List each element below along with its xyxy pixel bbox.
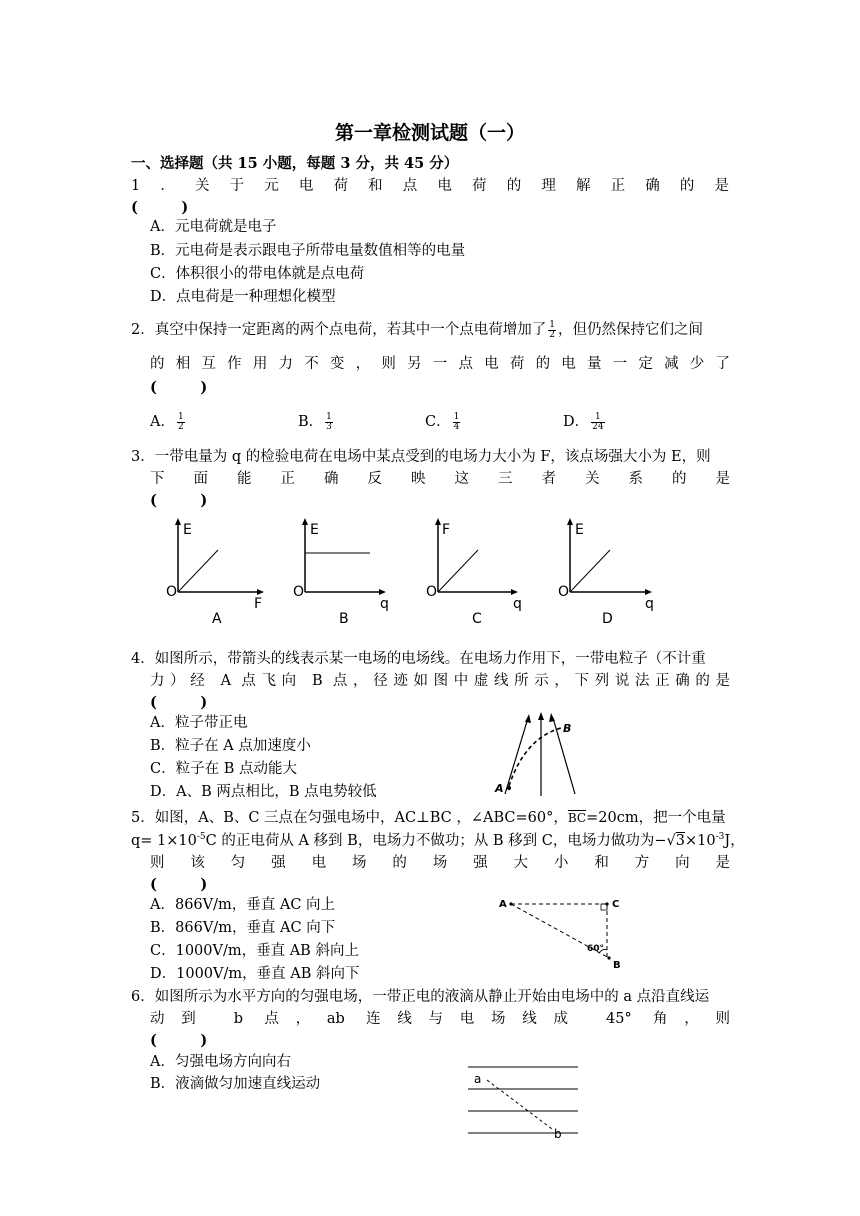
- q6-stem-2: 动到 b 点，ab 连线与电场线成 45° 角，则: [150, 1011, 730, 1027]
- graph-a-origin: O: [166, 584, 178, 600]
- page-title: 第一章检测试题（一）: [334, 122, 525, 144]
- graph-c: [426, 518, 522, 627]
- q5-option-d: D．1000V/m，垂直 AB 斜向下: [150, 966, 360, 982]
- graph-d-y-label: E: [575, 522, 584, 538]
- q6-field-figure: [465, 1060, 585, 1142]
- q6-paren: ( ): [150, 1032, 208, 1049]
- q4-point-b: B: [563, 722, 572, 735]
- q1-option-a: A．元电荷就是电子: [150, 219, 277, 235]
- q4-stem-2: 力）经 A 点飞向 B 点，径迹如图中虚线所示，下列说法正确的是: [150, 673, 730, 689]
- q3-stem-1: 3．一带电量为 q 的检验电荷在电场中某点受到的电场力大小为 F，该点场强大小为 E，则: [131, 449, 711, 465]
- q5-option-b: B．866V/m，垂直 AC 向下: [150, 920, 336, 936]
- q2-stem-b: ，但仍然保持它们之间: [557, 322, 703, 338]
- q5-stem-1: 5．如图，A、B、C 三点在匀强电场中，AC⊥BC ，∠ABC=60°，$\overline{BC}=20cm$，把一个电量: [131, 810, 726, 826]
- q3-graphs: [150, 512, 670, 630]
- q6-option-b: B．液滴做匀加速直线运动: [150, 1076, 321, 1092]
- q4-field-figure: [485, 708, 595, 802]
- graph-a-caption: A: [212, 611, 222, 627]
- graph-a-x-label: F: [254, 596, 263, 612]
- graph-c-caption: C: [472, 611, 482, 627]
- q3-stem-2: 下面能正确反映这三者关系的是: [150, 471, 730, 487]
- q6-option-a: A．匀强电场方向向右: [150, 1054, 291, 1070]
- graph-c-y-label: F: [442, 522, 451, 538]
- q1-stem: 1．关于元电荷和点电荷的理解正确的是: [131, 178, 729, 194]
- q2-paren: ( ): [150, 379, 208, 396]
- graph-b: [293, 518, 389, 627]
- graph-d-caption: D: [602, 611, 613, 627]
- q2-option-c: C． $\frac{1}{4}$: [425, 411, 460, 432]
- q1-option-d: D．点电荷是一种理想化模型: [150, 289, 336, 305]
- q5-option-c: C．1000V/m，垂直 AB 斜向上: [150, 943, 359, 959]
- q4-option-d: D．A、B 两点相比，B 点电势较低: [150, 784, 377, 800]
- q5-triangle-figure: [495, 894, 635, 976]
- graph-b-y-label: E: [310, 522, 319, 538]
- graph-b-caption: B: [339, 611, 349, 627]
- q1-option-c: C．体积很小的带电体就是点电荷: [150, 266, 365, 282]
- graph-d-x-label: q: [645, 596, 654, 612]
- section-heading: 一、选择题（共 15 小题，每题 3 分，共 45 分）: [131, 155, 459, 172]
- q4-point-a: A: [495, 782, 504, 795]
- q5-stem-3: 则该匀强电场的场强大小和方向是: [150, 855, 730, 871]
- q5-point-c: C: [612, 899, 620, 910]
- graph-d-origin: O: [558, 584, 570, 600]
- q6-point-b: b: [554, 1127, 562, 1141]
- q5-angle-label: 60°: [587, 944, 605, 954]
- graph-b-origin: O: [293, 584, 305, 600]
- q5-stem-2: $q= 1\times 10^{-5}C$ 的正电荷从 A 移到 B，电场力不做功；从 B 移到 C，电场力做功为$-√3\times 10^{-3}J$，: [131, 832, 745, 849]
- q2-option-b: B． $\frac{1}{3}$: [298, 411, 332, 432]
- q5-point-a: A: [499, 899, 507, 910]
- graph-c-x-label: q: [513, 596, 522, 612]
- q2-stem-a: 2．真空中保持一定距离的两个点电荷，若其中一个点电荷增加了: [131, 322, 547, 338]
- q6-point-a: a: [474, 1072, 482, 1086]
- graph-d: [558, 518, 654, 627]
- q4-option-c: C．粒子在 B 点动能大: [150, 761, 297, 777]
- q5-paren: ( ): [150, 876, 208, 893]
- q4-stem-1: 4．如图所示，带箭头的线表示某一电场的电场线。在电场力作用下，一带电粒子（不计重: [131, 651, 706, 667]
- q6-stem-1: 6．如图所示为水平方向的匀强电场，一带正电的液滴从静止开始由电场中的 a 点沿直线运: [131, 989, 710, 1005]
- q4-paren: ( ): [150, 694, 208, 711]
- graph-a-y-label: E: [183, 522, 192, 538]
- q1-option-b: B．元电荷是表示跟电子所带电量数值相等的电量: [150, 243, 466, 259]
- q4-option-b: B．粒子在 A 点加速度小: [150, 738, 311, 754]
- q5-point-b: B: [613, 960, 621, 971]
- q4-option-a: A．粒子带正电: [150, 715, 248, 731]
- graph-c-origin: O: [426, 584, 438, 600]
- q5-option-a: A．866V/m，垂直 AC 向上: [150, 897, 336, 913]
- graph-b-x-label: q: [380, 596, 389, 612]
- q2-option-d: D． $\frac{1}{24}$: [563, 411, 604, 432]
- q1-paren: ( ): [131, 199, 189, 216]
- q2-stem-fraction: $\frac{1}{2}$: [549, 319, 555, 340]
- q2-stem-2: 的相互作用力不变，则另一点电荷的电量一定减少了: [150, 356, 730, 372]
- graph-a: [166, 518, 264, 627]
- q3-paren: ( ): [150, 492, 208, 509]
- q2-option-a: A． $\frac{1}{2}$: [150, 411, 184, 432]
